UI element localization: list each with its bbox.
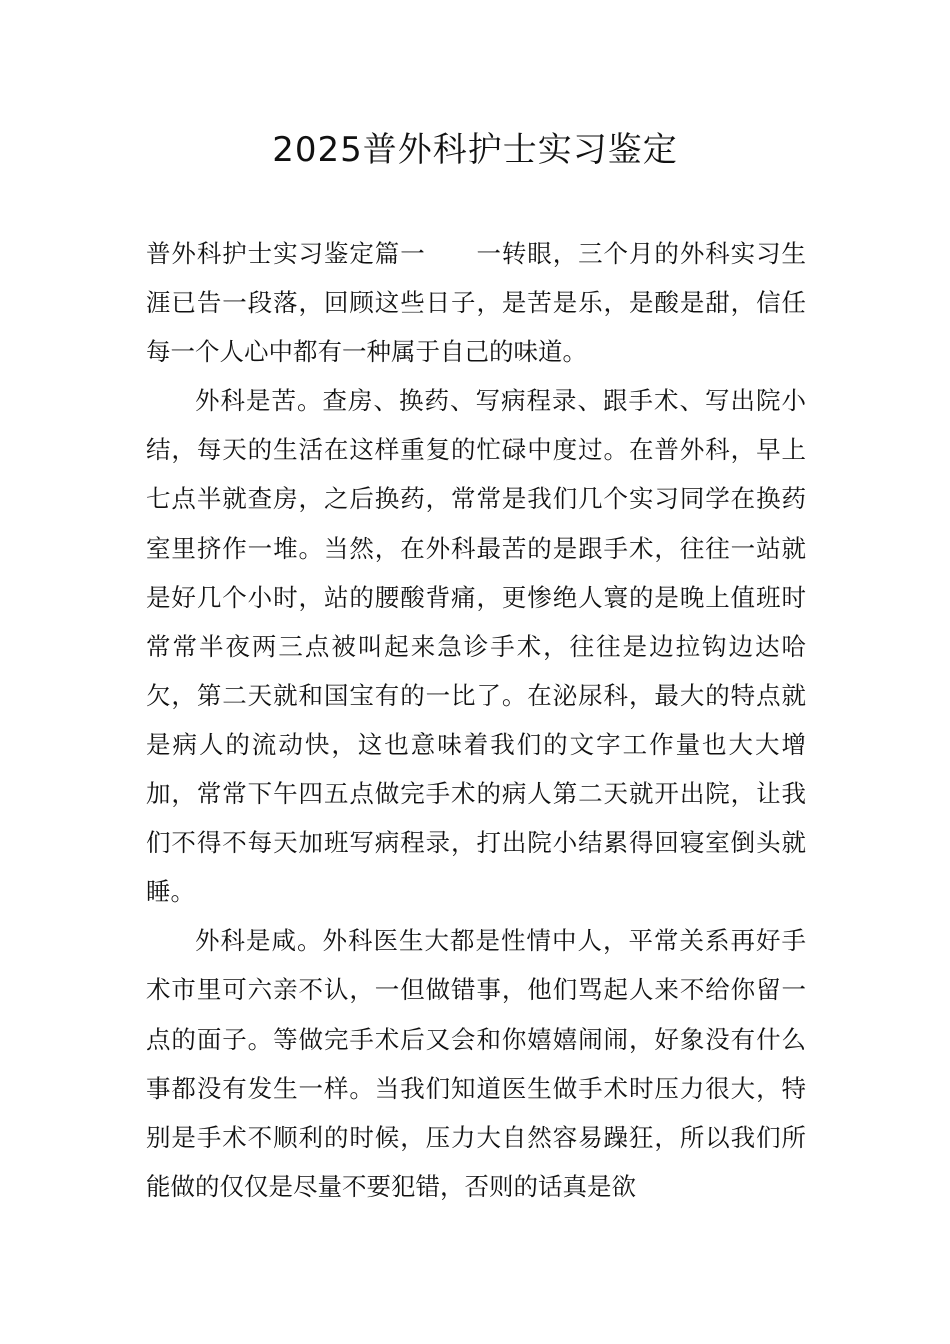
- paragraph-3: 外科是咸。外科医生大都是性情中人，平常关系再好手术市里可六亲不认，一但做错事，他们骂起人来不给你留一点的面子。等做完手术后又会和你嬉嬉闹闹，好象没有什么事都没有发生一样。当我们知道医生做手术时压力很大，特别是手术不顺利的时候，压力大自然容易躁狂，所以我们所能做的仅仅是尽量不要犯错，否则的话真是欲: [146, 926, 806, 1201]
- document-body: [146, 229, 806, 1211]
- document-title: 2025普外科护士实习鉴定: [272, 130, 678, 170]
- paragraph-1: 普外科护士实习鉴定篇一 一转眼，三个月的外科实习生涯已告一段落，回顾这些日子，是苦是乐，是酸是甜，信任每一个人心中都有一种属于自己的味道。: [146, 239, 806, 367]
- paragraph-2: 外科是苦。查房、换药、写病程录、跟手术、写出院小结，每天的生活在这样重复的忙碌中度过。在普外科，早上七点半就查房，之后换药，常常是我们几个实习同学在换药室里挤作一堆。当然，在外科最苦的是跟手术，往往一站就是好几个小时，站的腰酸背痛，更惨绝人寰的是晚上值班时常常半夜两三点被叫起来急诊手术，往往是边拉钩边达哈欠，第二天就和国宝有的一比了。在泌尿科，最大的特点就是病人的流动快，这也意味着我们的文字工作量也大大增加，常常下午四五点做完手术的病人第二天就开出院，让我们不得不每天加班写病程录，打出院小结累得回寝室倒头就睡。: [146, 386, 806, 907]
